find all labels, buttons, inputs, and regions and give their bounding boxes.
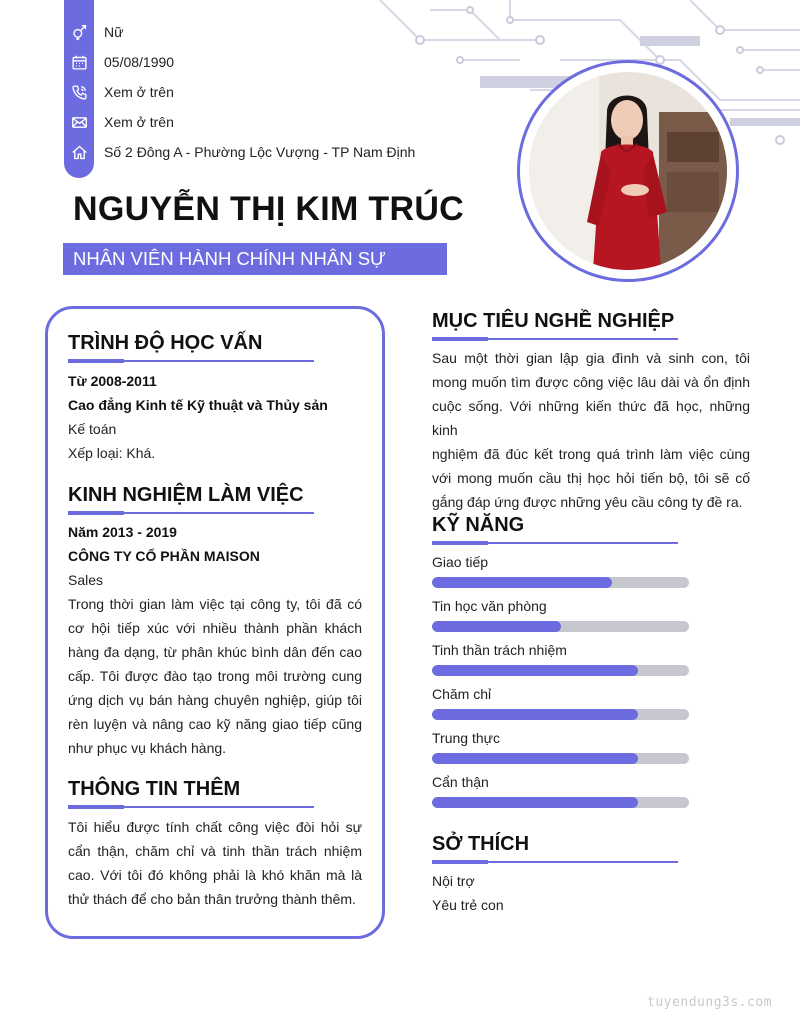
- text-line: Trong thời gian làm việc tại công ty, tôi đã có: [68, 596, 362, 612]
- text-line: Sau một thời gian lập gia đình và sinh con, tôi: [432, 350, 750, 366]
- skill-bar: [432, 665, 689, 676]
- additional-title: THÔNG TIN THÊM: [68, 778, 241, 800]
- text-line: mong muốn tìm được công việc lâu dài và ổn định: [432, 374, 750, 390]
- position-title: NHÂN VIÊN HÀNH CHÍNH NHÂN SỰ: [63, 243, 447, 275]
- skill-bar-fill: [432, 753, 638, 764]
- text-line: cơ hội tiếp xúc với nhiều thành phần khách: [68, 620, 362, 636]
- gender-text: Nữ: [104, 24, 124, 40]
- watermark: tuyendung3s.com: [647, 995, 772, 1010]
- phone-text: Xem ở trên: [104, 84, 174, 100]
- skill-bar-fill: [432, 621, 561, 632]
- email-icon: [64, 107, 94, 137]
- calendar-icon: [64, 47, 94, 77]
- experience-company: CÔNG TY CỔ PHẦN MAISON: [68, 548, 260, 564]
- experience-role: Sales: [68, 572, 104, 588]
- skills-title: KỸ NĂNG: [432, 514, 525, 536]
- skills-underline: [432, 542, 678, 544]
- skill-bar-fill: [432, 665, 638, 676]
- text-line: ứng dịch vụ bán hàng chuyên nghiệp, giúp tôi: [68, 692, 362, 708]
- education-period: Từ 2008-2011: [68, 373, 157, 389]
- skill-label: Trung thực: [432, 730, 500, 746]
- skill-bar: [432, 621, 689, 632]
- text-line: nghiệm đã đúc kết trong quá trình làm việc cùng: [432, 446, 750, 462]
- skill-label: Giao tiếp: [432, 554, 489, 570]
- hobby-item: Yêu trẻ con: [432, 897, 504, 913]
- text-line: Tôi hiểu được tính chất công việc đòi hỏi sự: [68, 819, 362, 835]
- experience-underline: [68, 512, 314, 514]
- avatar: [529, 72, 727, 270]
- hobbies-underline: [432, 861, 678, 863]
- skill-label: Cẩn thận: [432, 774, 489, 790]
- skill-bar-fill: [432, 797, 638, 808]
- skill-bar-fill: [432, 709, 638, 720]
- text-line: rèn luyện và nâng cao kỹ năng giao tiếp cũng: [68, 716, 362, 732]
- email-text: Xem ở trên: [104, 114, 174, 130]
- birthday-text: 05/08/1990: [104, 54, 175, 70]
- contact-gender: [64, 17, 123, 47]
- contact-email: [64, 107, 174, 137]
- text-line: hàng đa dạng, từ phân khúc bình dân đến cao: [68, 644, 362, 660]
- text-line: gắng đáp ứng được những yêu cầu công ty đề ra.: [432, 494, 743, 510]
- additional-underline: [68, 806, 314, 808]
- text-line: thử thách để cho bản thân trưởng thành thêm.: [68, 891, 356, 907]
- gender-icon: [64, 17, 94, 47]
- skill-label: Chăm chỉ: [432, 686, 492, 702]
- skill-bar: [432, 709, 689, 720]
- text-line: như phục vụ khách hàng.: [68, 740, 227, 756]
- text-line: cuộc sống. Với những kiến thức đã học, những kinh: [432, 398, 750, 438]
- hobby-item: Nội trợ: [432, 873, 475, 889]
- education-underline: [68, 360, 314, 362]
- text-line: cấp. Tôi được đào tạo trong môi trường cung: [68, 668, 362, 684]
- experience-description: [68, 592, 362, 760]
- additional-text: [68, 815, 362, 911]
- skill-bar-fill: [432, 577, 612, 588]
- education-major: Kế toán: [68, 421, 117, 437]
- phone-icon: [64, 77, 94, 107]
- skill-label: Tin học văn phòng: [432, 598, 547, 614]
- text-line: cao. Với tôi đó không phải là khó khăn mà là: [68, 867, 362, 883]
- education-title: TRÌNH ĐỘ HỌC VẤN: [68, 332, 263, 354]
- contact-phone: [64, 77, 174, 107]
- candidate-name: NGUYỄN THỊ KIM TRÚC: [73, 190, 465, 228]
- skill-label: Tinh thần trách nhiệm: [432, 642, 567, 658]
- text-line: cẩn thận, chăm chỉ và tinh thần trách nhiệm: [68, 843, 362, 859]
- skill-bar: [432, 797, 689, 808]
- contact-address: [64, 137, 415, 167]
- contact-birthday: [64, 47, 174, 77]
- objective-text: [432, 346, 750, 514]
- text-line: với mong muốn cầu thị học hỏi tiến bộ, tôi sẽ cố: [432, 470, 750, 486]
- objective-title: MỤC TIÊU NGHỀ NGHIỆP: [432, 310, 675, 332]
- education-grade: Xếp loại: Khá.: [68, 445, 156, 461]
- home-icon: [64, 137, 94, 167]
- skill-bar: [432, 577, 689, 588]
- address-text: Số 2 Đông A - Phường Lộc Vượng - TP Nam Định: [104, 144, 416, 160]
- education-school: Cao đẳng Kinh tế Kỹ thuật và Thủy sản: [68, 397, 328, 413]
- experience-title: KINH NGHIỆM LÀM VIỆC: [68, 484, 304, 506]
- skill-bar: [432, 753, 689, 764]
- experience-period: Năm 2013 - 2019: [68, 524, 177, 540]
- objective-underline: [432, 338, 678, 340]
- hobbies-title: SỞ THÍCH: [432, 833, 530, 855]
